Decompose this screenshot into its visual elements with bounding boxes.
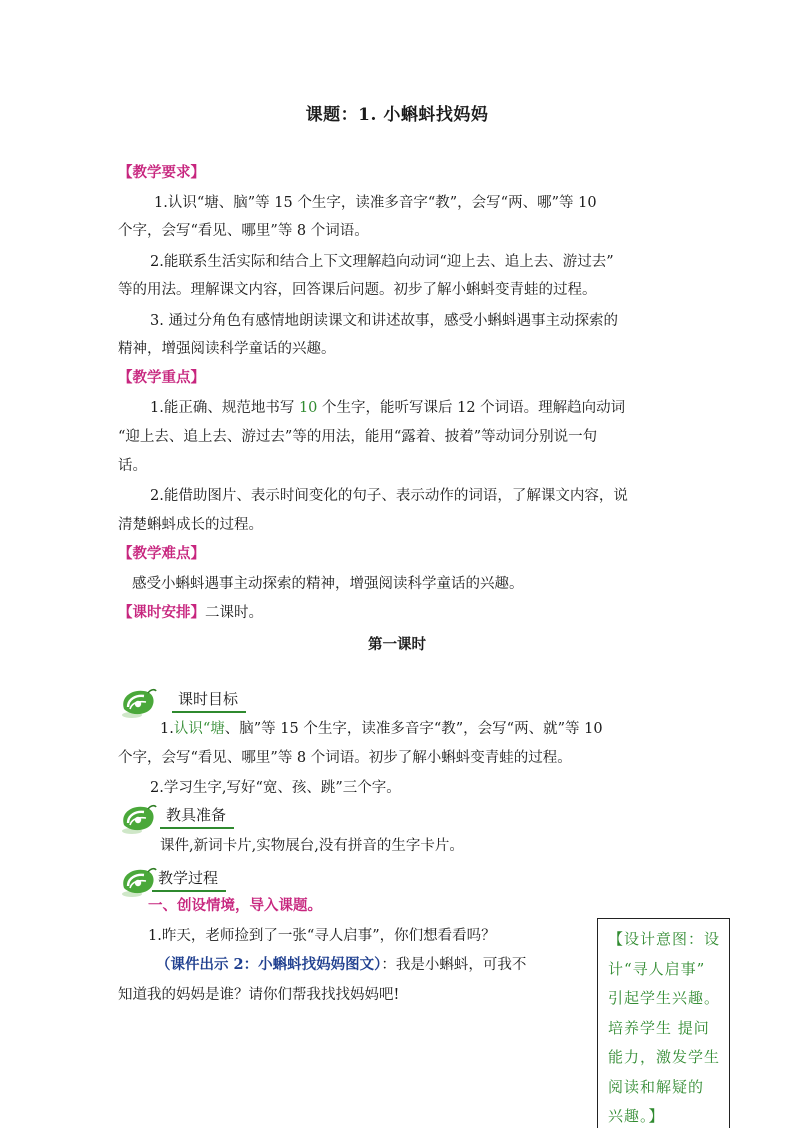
leaf-bullet-icon [118, 801, 158, 835]
process-line: 知道我的妈妈是谁？请你们帮我找找妈妈吧! [118, 987, 400, 1003]
process-header [118, 864, 318, 898]
design-intent-box [597, 918, 730, 1128]
design-intent-line: 兴趣。】 [608, 1107, 665, 1125]
difficulty-heading: 【教学难点】 [118, 545, 205, 562]
tools-header [118, 801, 318, 835]
objectives-label: 课时目标 [172, 689, 246, 713]
requirements-line: 2.能联系生活实际和结合上下文理解趋向动词“迎上去、追上去、游过去” [150, 254, 614, 270]
design-intent-line: 计“寻人启事” [608, 959, 706, 978]
tools-label: 教具准备 [160, 805, 234, 829]
process-label: 教学过程 [152, 868, 226, 892]
design-intent-line: 阅读和解疑的 [608, 1077, 705, 1096]
design-intent-line: 引起学生兴趣。 [608, 989, 721, 1007]
requirements-line: 精神，增强阅读科学童话的兴趣。 [118, 341, 336, 357]
objectives-header [118, 685, 318, 719]
key-points-line: 话。 [118, 458, 147, 474]
design-intent-line: 能力，激发学生 [608, 1048, 721, 1066]
difficulty-line: 感受小蝌蚪遇事主动探索的精神，增强阅读科学童话的兴趣。 [132, 576, 524, 592]
process-step-heading: 一、创设情境，导入课题。 [148, 897, 322, 914]
objective-line: 个字，会写“看见、哪里”等 8 个词语。初步了解小蝌蚪变青蛙的过程。 [118, 750, 572, 766]
requirements-line: 等的用法。理解课文内容，回答课后问题。初步了解小蝌蚪变青蛙的过程。 [118, 282, 597, 298]
process-line: 1.昨天，老师捡到了一张“寻人启事”，你们想看看吗？ [148, 928, 496, 944]
design-intent-line: 【设计意图：设 [608, 930, 721, 948]
key-points-line: 清楚蝌蚪成长的过程。 [118, 517, 263, 533]
design-intent-line: 培养学生 提问 [608, 1018, 710, 1037]
requirements-line: 个字，会写“看见、哪里”等 8 个词语。 [118, 223, 369, 239]
leaf-bullet-icon [118, 685, 158, 719]
process-line: （课件出示 2：小蝌蚪找妈妈图文）：我是小蝌蚪，可我不 [156, 956, 527, 973]
page-title: 课题：1. 小蝌蚪找妈妈 [305, 105, 489, 125]
key-points-line: “迎上去、追上去、游过去”等的用法，能用“露着、披着”等动词分别说一句 [118, 429, 598, 445]
requirements-heading: 【教学要求】 [118, 164, 205, 181]
objective-line: 1.认识“塘、脑”等 15 个生字，读准多音字“教”，会写“两、就”等 10 [160, 721, 603, 737]
objective-line: 2.学习生字,写好“宽、孩、跳”三个字。 [150, 780, 401, 796]
tools-line: 课件,新词卡片,实物展台,没有拼音的生字卡片。 [160, 838, 464, 854]
key-points-heading: 【教学重点】 [118, 369, 205, 386]
schedule-line: 【课时安排】二课时。 [118, 604, 263, 621]
key-points-line: 2.能借助图片、表示时间变化的句子、表示动作的词语，了解课文内容，说 [150, 488, 628, 504]
key-points-line: 1.能正确、规范地书写 10 个生字，能听写课后 12 个词语。理解趋向动词 [150, 400, 626, 416]
requirements-line: 3. 通过分角色有感情地朗读课文和讲述故事，感受小蝌蚪遇事主动探索的 [150, 313, 618, 329]
requirements-line: 1.认识“塘、脑”等 15 个生字，读准多音字“教”，会写“两、哪”等 10 [154, 195, 597, 211]
lesson-title: 第一课时 [368, 636, 426, 653]
